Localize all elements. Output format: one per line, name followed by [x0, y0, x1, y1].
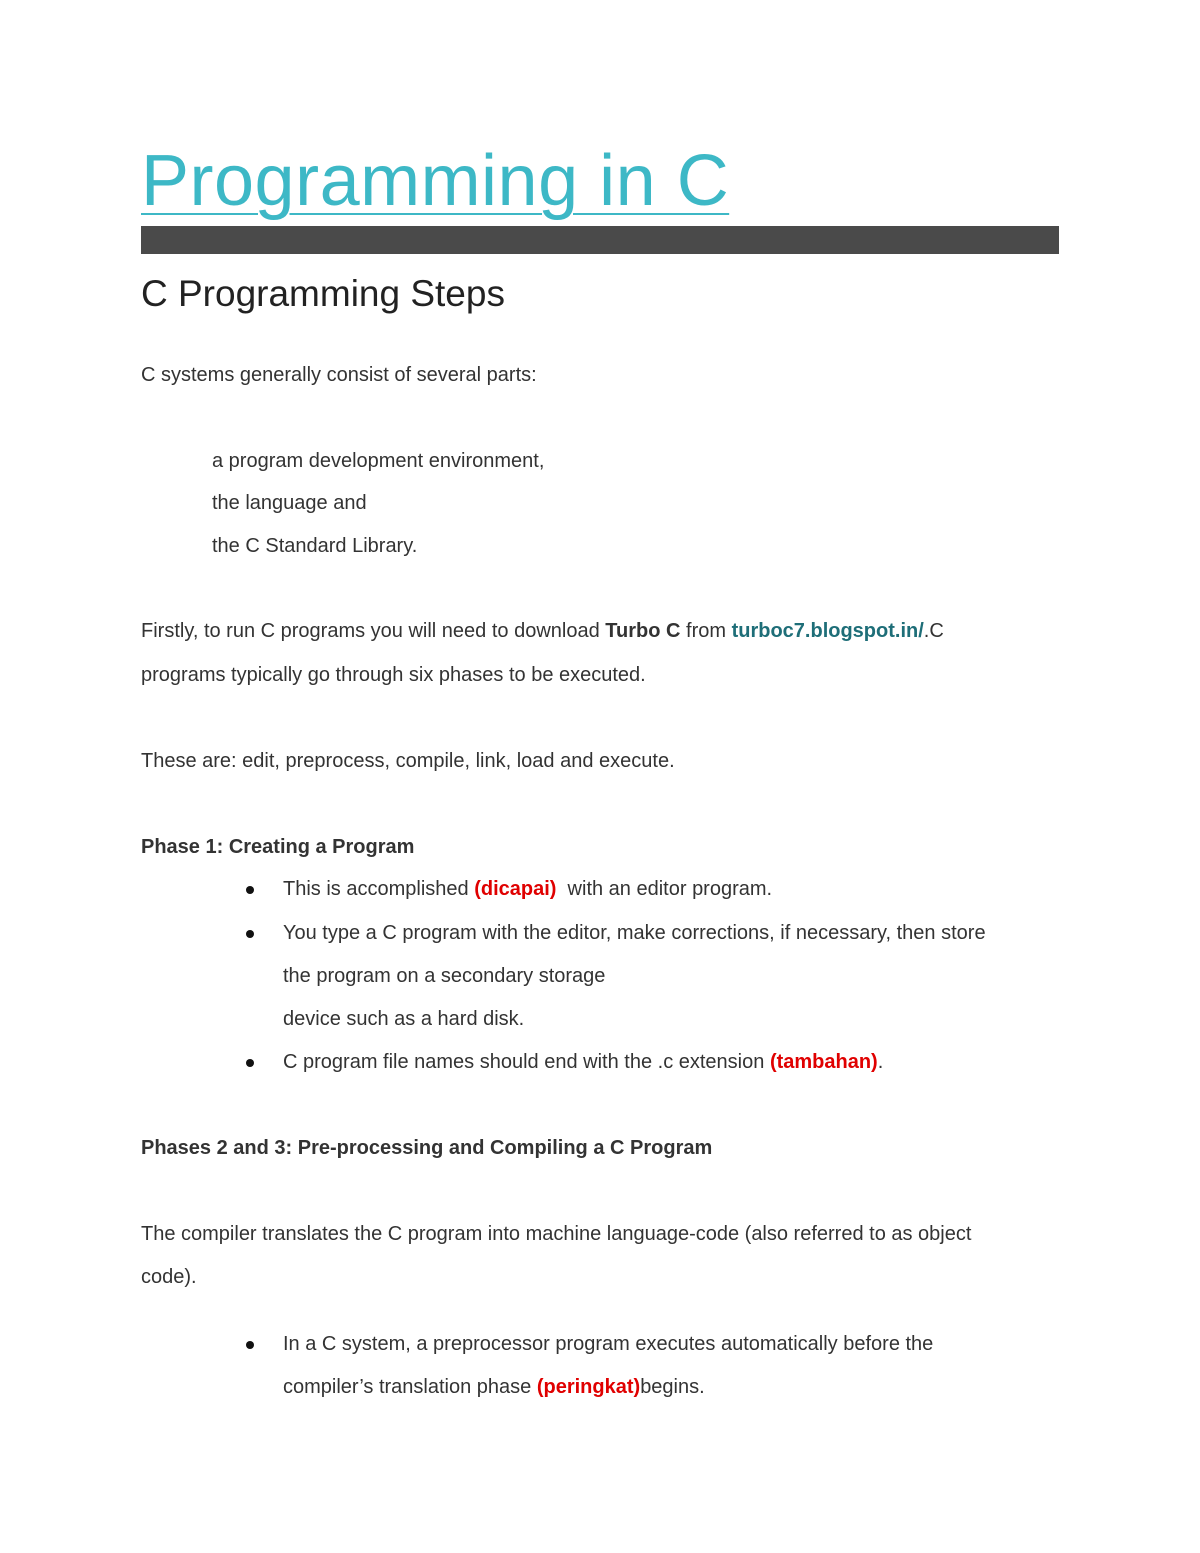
firstly-from-text: from: [680, 620, 732, 642]
compiler-paragraph-line-2: code).: [141, 1266, 197, 1288]
firstly-tail-text: .C: [923, 620, 944, 642]
title-divider-bar: [141, 226, 1059, 254]
bullet-text: compiler’s translation phase: [283, 1376, 537, 1398]
firstly-paragraph-line-1: [141, 620, 944, 643]
turbo-c-label: Turbo C: [605, 620, 681, 642]
intro-paragraph: C systems generally consist of several parts:: [141, 364, 537, 386]
phase-1-bullet-2-line-2: the program on a secondary storage: [283, 965, 606, 987]
bullet-text: C program file names should end with the .c extension: [283, 1051, 770, 1073]
phase-1-heading: Phase 1: Creating a Program: [141, 836, 415, 858]
bullet-text-tail: .: [877, 1051, 884, 1073]
bullet-text-tail: with an editor program.: [556, 878, 773, 900]
compiler-paragraph-line-1: The compiler translates the C program into machine language-code (also referred to as object: [141, 1223, 972, 1245]
document-title: Programming in C: [141, 141, 730, 221]
translation-note: (dicapai): [474, 878, 557, 900]
bullet-text-tail: begins.: [640, 1376, 705, 1398]
translation-note: (tambahan): [769, 1051, 878, 1073]
phase-1-bullet-2-line-3: device such as a hard disk.: [283, 1008, 525, 1030]
bullet-text: This is accomplished: [283, 878, 475, 900]
phase-2-3-heading: Phases 2 and 3: Pre-processing and Compiling a C Program: [141, 1137, 713, 1159]
firstly-paragraph-line-2: programs typically go through six phases to be executed.: [141, 664, 646, 686]
turboc-download-link[interactable]: turboc7.blogspot.in/: [731, 620, 924, 642]
bullet-icon: [246, 930, 254, 938]
phase-1-bullet-1: [283, 878, 772, 901]
parts-item-2: the language and: [212, 492, 367, 514]
bullet-icon: [246, 1059, 254, 1067]
section-heading: C Programming Steps: [141, 273, 505, 314]
phase-1-bullet-3: [283, 1051, 883, 1074]
parts-item-1: a program development environment,: [212, 450, 545, 472]
bullet-icon: [246, 1341, 254, 1349]
phase-2-3-bullet-1-line-1: In a C system, a preprocessor program executes automatically before the: [283, 1333, 934, 1355]
translation-note: (peringkat): [536, 1376, 641, 1398]
bullet-icon: [246, 886, 254, 894]
phase-1-bullet-2-line-1: You type a C program with the editor, make corrections, if necessary, then store: [283, 922, 986, 944]
parts-item-3: the C Standard Library.: [212, 535, 418, 557]
firstly-text: Firstly, to run C programs you will need to download: [141, 620, 606, 642]
phases-list-paragraph: These are: edit, preprocess, compile, link, load and execute.: [141, 750, 675, 772]
phase-2-3-bullet-1-line-2: [283, 1376, 705, 1399]
